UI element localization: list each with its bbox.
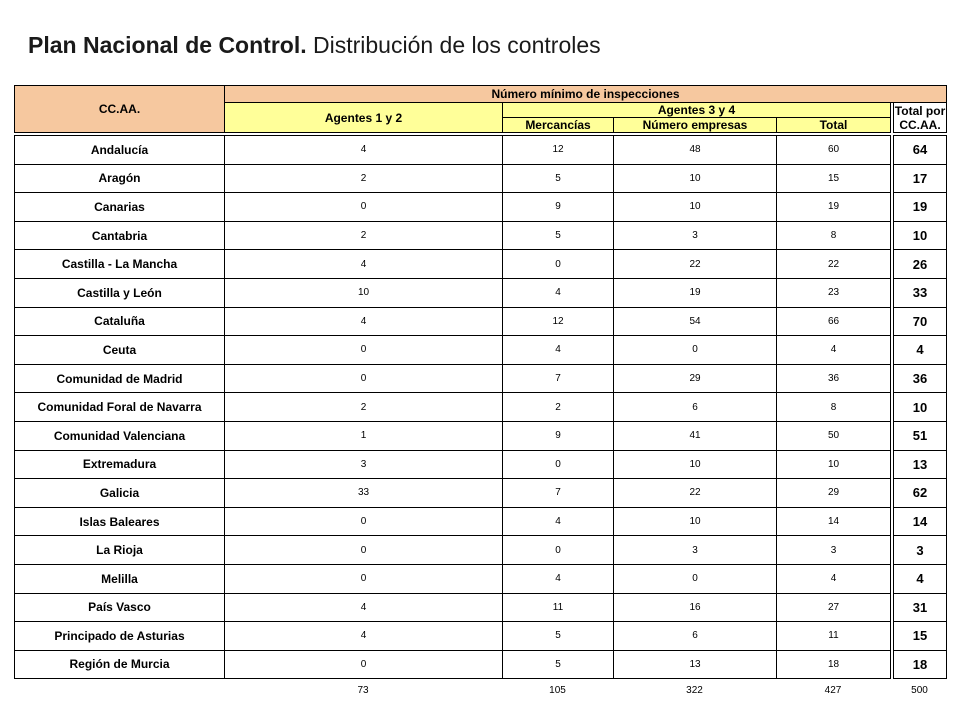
mercancias-cell: 4 [503, 278, 614, 307]
num-empresas-cell: 10 [614, 507, 777, 536]
table-row [15, 650, 947, 679]
total-cell: 3 [777, 536, 891, 565]
ccaa-cell: Aragón [15, 164, 225, 193]
ccaa-cell: Región de Murcia [15, 650, 225, 679]
total-total: 427 [824, 684, 842, 696]
ccaa-cell: Melilla [15, 564, 225, 593]
ccaa-cell: Castilla - La Mancha [15, 250, 225, 279]
header-ccaa: CC.AA. [15, 86, 225, 133]
agentes12-cell: 4 [225, 307, 503, 336]
num-empresas-cell: 0 [614, 564, 777, 593]
header-num-empresas: Número empresas [614, 118, 777, 133]
num-empresas-cell: 16 [614, 593, 777, 622]
table-row [15, 622, 947, 651]
num-empresas-cell: 0 [614, 336, 777, 365]
total-ccaa-cell: 26 [894, 250, 947, 279]
table-row [15, 450, 947, 479]
num-empresas-cell: 54 [614, 307, 777, 336]
mercancias-cell: 0 [503, 250, 614, 279]
total-ccaa-cell: 19 [894, 193, 947, 222]
total-mercancias: 105 [549, 684, 566, 696]
agentes12-cell: 0 [225, 336, 503, 365]
num-empresas-cell: 3 [614, 536, 777, 565]
mercancias-cell: 5 [503, 221, 614, 250]
table-row [15, 593, 947, 622]
mercancias-cell: 4 [503, 336, 614, 365]
agentes12-cell: 2 [225, 164, 503, 193]
total-total-ccaa: 500 [911, 684, 928, 696]
total-ccaa-cell: 70 [894, 307, 947, 336]
total-ccaa-cell: 31 [894, 593, 947, 622]
total-ccaa-cell: 36 [894, 364, 947, 393]
total-cell: 27 [777, 593, 891, 622]
num-empresas-cell: 29 [614, 364, 777, 393]
title-rest: Distribución de los controles [313, 32, 601, 58]
total-agentes12: 73 [357, 684, 369, 696]
mercancias-cell: 12 [503, 307, 614, 336]
mercancias-cell: 5 [503, 622, 614, 651]
mercancias-cell: 7 [503, 479, 614, 508]
mercancias-cell: 0 [503, 450, 614, 479]
num-empresas-cell: 10 [614, 193, 777, 222]
total-cell: 10 [777, 450, 891, 479]
agentes12-cell: 3 [225, 450, 503, 479]
total-ccaa-cell: 62 [894, 479, 947, 508]
agentes12-cell: 2 [225, 221, 503, 250]
total-cell: 4 [777, 564, 891, 593]
total-cell: 14 [777, 507, 891, 536]
total-cell: 29 [777, 479, 891, 508]
ccaa-cell: Canarias [15, 193, 225, 222]
total-ccaa-cell: 17 [894, 164, 947, 193]
total-cell: 15 [777, 164, 891, 193]
num-empresas-cell: 48 [614, 136, 777, 165]
inspections-table [14, 85, 947, 679]
ccaa-cell: Comunidad de Madrid [15, 364, 225, 393]
total-ccaa-cell: 3 [894, 536, 947, 565]
ccaa-cell: Cataluña [15, 307, 225, 336]
mercancias-cell: 4 [503, 564, 614, 593]
table-row [15, 421, 947, 450]
table-row [15, 393, 947, 422]
total-num-empresas: 322 [686, 684, 703, 696]
table-row [15, 278, 947, 307]
total-cell: 18 [777, 650, 891, 679]
total-ccaa-cell: 18 [894, 650, 947, 679]
total-ccaa-cell: 4 [894, 564, 947, 593]
header-total-por-ccaa [894, 103, 947, 133]
table-row [15, 164, 947, 193]
total-ccaa-cell: 64 [894, 136, 947, 165]
num-empresas-cell: 13 [614, 650, 777, 679]
num-empresas-cell: 22 [614, 250, 777, 279]
header-agentes34: Agentes 3 y 4 [503, 103, 891, 118]
ccaa-cell: Ceuta [15, 336, 225, 365]
ccaa-cell: Islas Baleares [15, 507, 225, 536]
totals-label [14, 683, 224, 697]
total-ccaa-cell: 13 [894, 450, 947, 479]
num-empresas-cell: 6 [614, 393, 777, 422]
total-cell: 60 [777, 136, 891, 165]
mercancias-cell: 7 [503, 364, 614, 393]
num-empresas-cell: 10 [614, 450, 777, 479]
agentes12-cell: 0 [225, 564, 503, 593]
mercancias-cell: 12 [503, 136, 614, 165]
header-total: Total [777, 118, 891, 133]
total-ccaa-cell: 14 [894, 507, 947, 536]
mercancias-cell: 11 [503, 593, 614, 622]
total-cell: 36 [777, 364, 891, 393]
agentes12-cell: 4 [225, 250, 503, 279]
header-agentes12: Agentes 1 y 2 [225, 103, 503, 133]
num-empresas-cell: 10 [614, 164, 777, 193]
table-row [15, 507, 947, 536]
mercancias-cell: 5 [503, 164, 614, 193]
agentes12-cell: 4 [225, 136, 503, 165]
total-ccaa-cell: 10 [894, 221, 947, 250]
total-ccaa-cell: 51 [894, 421, 947, 450]
total-cell: 11 [777, 622, 891, 651]
agentes12-cell: 33 [225, 479, 503, 508]
header-total-por-line1: Total por [894, 103, 946, 118]
num-empresas-cell: 3 [614, 221, 777, 250]
total-cell: 8 [777, 221, 891, 250]
mercancias-cell: 0 [503, 536, 614, 565]
ccaa-cell: País Vasco [15, 593, 225, 622]
agentes12-cell: 0 [225, 536, 503, 565]
table-row [15, 536, 947, 565]
total-cell: 8 [777, 393, 891, 422]
table-row [15, 479, 947, 508]
total-cell: 22 [777, 250, 891, 279]
total-cell: 66 [777, 307, 891, 336]
table-row [15, 136, 947, 165]
num-empresas-cell: 22 [614, 479, 777, 508]
table-row [15, 250, 947, 279]
agentes12-cell: 1 [225, 421, 503, 450]
table-row [15, 364, 947, 393]
ccaa-cell: Comunidad Foral de Navarra [15, 393, 225, 422]
table-body [15, 136, 947, 679]
num-empresas-cell: 41 [614, 421, 777, 450]
header-total-por-line2: CC.AA. [899, 117, 941, 132]
total-cell: 50 [777, 421, 891, 450]
header-group: Número mínimo de inspecciones [225, 86, 947, 103]
ccaa-cell: Extremadura [15, 450, 225, 479]
ccaa-cell: Castilla y León [15, 278, 225, 307]
ccaa-cell: Principado de Asturias [15, 622, 225, 651]
mercancias-cell: 5 [503, 650, 614, 679]
total-cell: 23 [777, 278, 891, 307]
table-row [15, 193, 947, 222]
mercancias-cell: 2 [503, 393, 614, 422]
agentes12-cell: 0 [225, 364, 503, 393]
total-cell: 19 [777, 193, 891, 222]
agentes12-cell: 10 [225, 278, 503, 307]
mercancias-cell: 4 [503, 507, 614, 536]
agentes12-cell: 2 [225, 393, 503, 422]
title-bold: Plan Nacional de Control. [28, 32, 307, 58]
mercancias-cell: 9 [503, 421, 614, 450]
total-ccaa-cell: 10 [894, 393, 947, 422]
agentes12-cell: 0 [225, 193, 503, 222]
total-ccaa-cell: 15 [894, 622, 947, 651]
table-row [15, 564, 947, 593]
mercancias-cell: 9 [503, 193, 614, 222]
page-title [28, 32, 601, 59]
table-row [15, 307, 947, 336]
ccaa-cell: Andalucía [15, 136, 225, 165]
table-row [15, 336, 947, 365]
num-empresas-cell: 19 [614, 278, 777, 307]
header-mercancias: Mercancías [503, 118, 614, 133]
ccaa-cell: Galicia [15, 479, 225, 508]
totals-row [14, 683, 946, 697]
total-cell: 4 [777, 336, 891, 365]
total-ccaa-cell: 33 [894, 278, 947, 307]
agentes12-cell: 0 [225, 507, 503, 536]
table-row [15, 221, 947, 250]
total-ccaa-cell: 4 [894, 336, 947, 365]
agentes12-cell: 0 [225, 650, 503, 679]
ccaa-cell: Comunidad Valenciana [15, 421, 225, 450]
agentes12-cell: 4 [225, 622, 503, 651]
ccaa-cell: La Rioja [15, 536, 225, 565]
ccaa-cell: Cantabria [15, 221, 225, 250]
agentes12-cell: 4 [225, 593, 503, 622]
num-empresas-cell: 6 [614, 622, 777, 651]
